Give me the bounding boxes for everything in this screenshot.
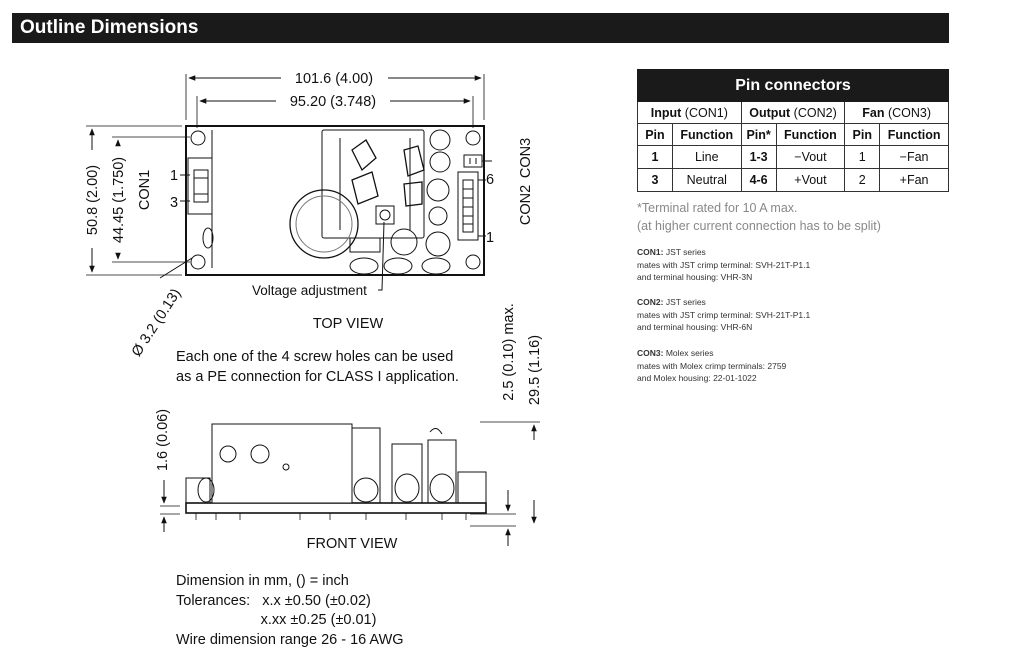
con2-pin-bottom: 1 — [486, 230, 495, 246]
group-fan: Fan (CON3) — [845, 102, 949, 124]
table-cell: +Fan — [880, 169, 949, 192]
terminal-footnote — [637, 199, 881, 235]
con1-label: CON1 — [137, 169, 153, 211]
top-view-label: TOP VIEW — [312, 316, 384, 332]
legend-tolerance-2: x.xx ±0.25 (±0.01) — [176, 612, 377, 628]
screw-note-line2: as a PE connection for CLASS I application. — [176, 369, 459, 385]
footnote-line2: (at higher current connection has to be split) — [637, 219, 881, 233]
dim-pcb-thickness: 1.6 (0.06) — [155, 408, 171, 472]
hole-diameter: Ø 3.2 (0.13) — [128, 286, 185, 360]
con1-info: CON1: JST series mates with JST crimp terminal: SVH-21T-P1.1 and terminal housing: VHR-3N — [637, 247, 811, 282]
dim-hole-pitch-y: 44.45 (1.750) — [111, 156, 127, 244]
con3-info-name: CON3: — [637, 348, 664, 358]
column-header: Function — [880, 124, 949, 146]
con2-label: CON2 — [518, 184, 534, 226]
front-view-label: FRONT VIEW — [306, 536, 398, 552]
legend-wire-range: Wire dimension range 26 - 16 AWG — [176, 631, 404, 648]
con3-info: CON3: Molex series mates with Molex crimp terminals: 2759 and Molex housing: 22-01-1022 — [637, 348, 787, 383]
page-title: Outline Dimensions — [20, 17, 199, 38]
front-view-transformer — [212, 424, 352, 503]
table-cell: 4-6 — [741, 169, 776, 192]
pin-connectors-table — [637, 69, 949, 192]
column-header: Pin* — [741, 124, 776, 146]
footnote-line1: *Terminal rated for 10 A max. — [637, 201, 798, 215]
con1-pin-top: 1 — [170, 168, 179, 184]
table-cell: Neutral — [672, 169, 741, 192]
con2-info-name: CON2: — [637, 297, 664, 307]
legend-units: Dimension in mm, () = inch — [176, 573, 349, 589]
dim-overall-width: 101.6 (4.00) — [294, 71, 374, 87]
voltage-adjustment-label: Voltage adjustment — [252, 283, 367, 298]
table-cell: 3 — [638, 169, 673, 192]
column-header: Function — [672, 124, 741, 146]
column-header: Pin — [845, 124, 880, 146]
top-view — [186, 126, 484, 275]
table-cell: Line — [672, 146, 741, 169]
con2-info: CON2: JST series mates with JST crimp terminal: SVH-21T-P1.1 and terminal housing: VHR-6N — [637, 297, 811, 332]
table-row — [638, 146, 949, 169]
dim-total-height: 29.5 (1.16) — [527, 334, 543, 406]
table-cell: −Fan — [880, 146, 949, 169]
table-cell: +Vout — [776, 169, 845, 192]
column-header: Pin — [638, 124, 673, 146]
group-output: Output (CON2) — [741, 102, 845, 124]
con1-info-name: CON1: — [637, 247, 664, 257]
legend-tolerance-1: Tolerances: x.x ±0.50 (±0.02) — [176, 592, 371, 609]
con3-label: CON3 — [518, 137, 534, 179]
table-row — [638, 169, 949, 192]
group-input: Input (CON1) — [638, 102, 742, 124]
screw-note-line1: Each one of the 4 screw holes can be used — [176, 349, 454, 365]
table-cell: 2 — [845, 169, 880, 192]
con1-pin-bottom: 3 — [170, 195, 179, 211]
front-view — [186, 424, 486, 520]
dim-max-pin: 2.5 (0.10) max. — [501, 303, 517, 401]
table-cell: −Vout — [776, 146, 845, 169]
dimension-legend — [176, 572, 404, 650]
pin-table-title: Pin connectors — [638, 70, 949, 102]
table-cell: 1 — [638, 146, 673, 169]
table-cell: 1-3 — [741, 146, 776, 169]
dim-overall-height: 50.8 (2.00) — [85, 164, 101, 236]
column-header: Function — [776, 124, 845, 146]
con2-pin-top: 6 — [486, 172, 495, 188]
dim-hole-pitch-x: 95.20 (3.748) — [289, 94, 377, 110]
table-cell: 1 — [845, 146, 880, 169]
front-view-pcb — [186, 503, 486, 513]
